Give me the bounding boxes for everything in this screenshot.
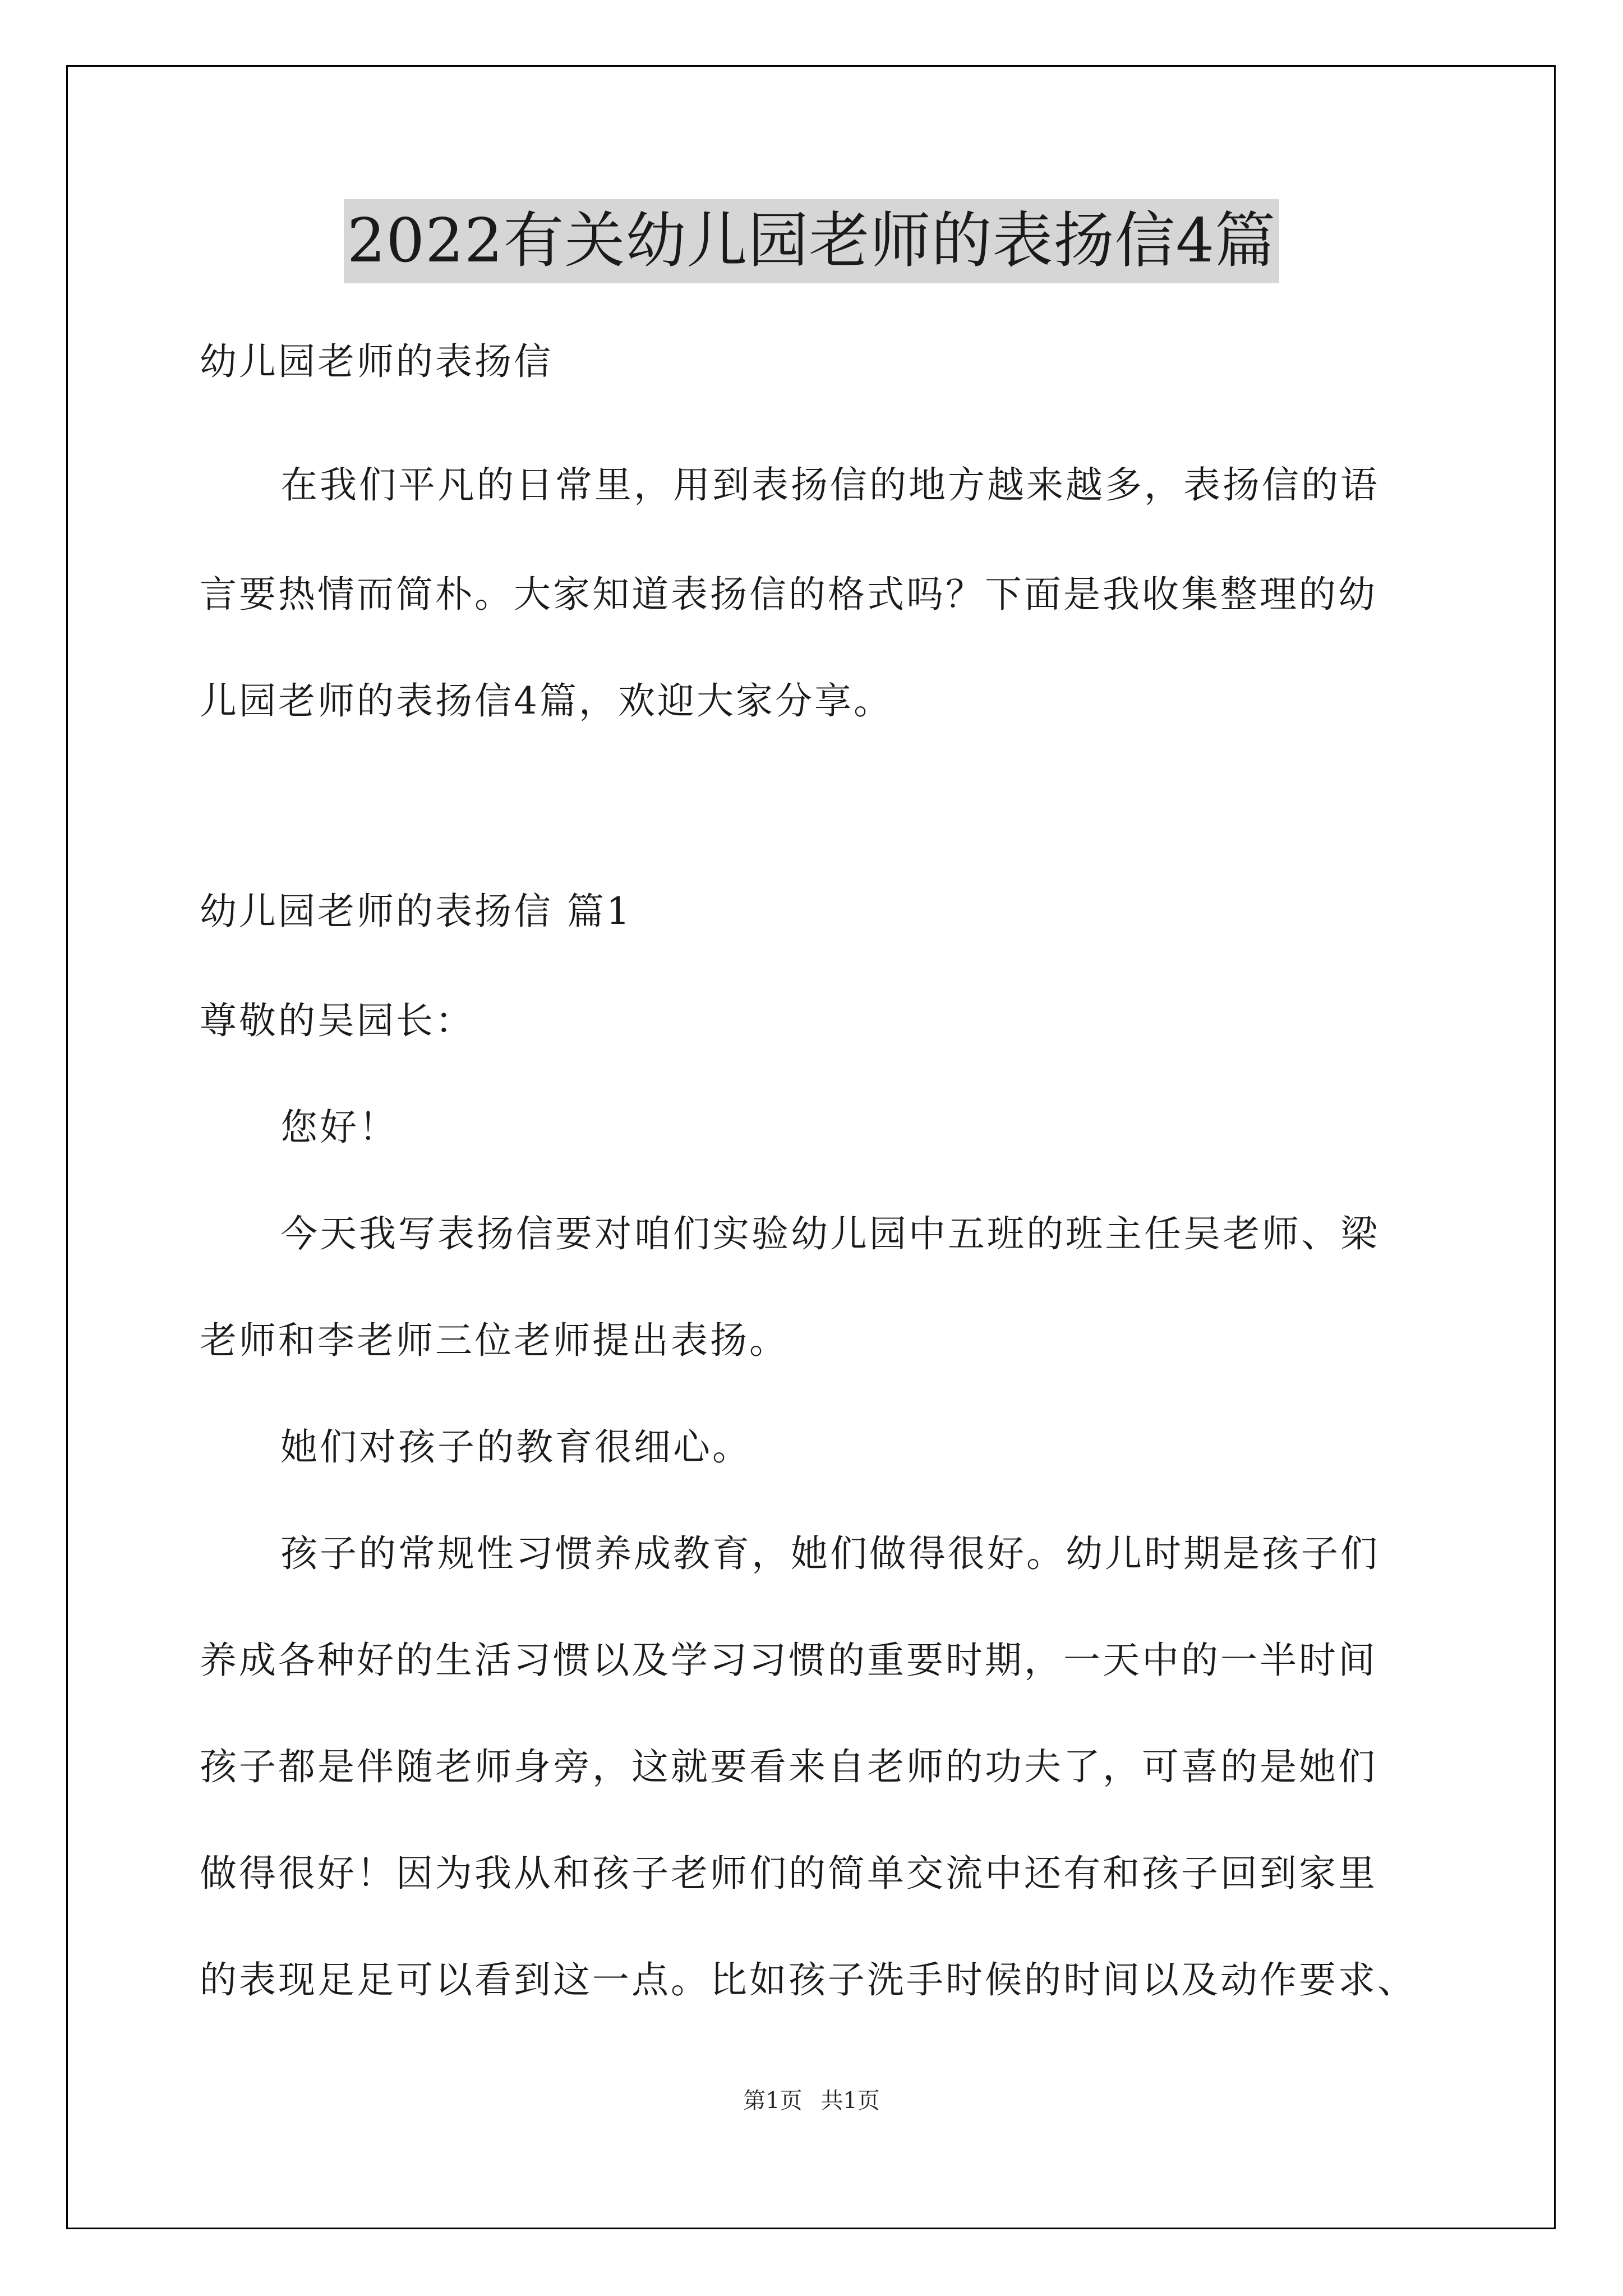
- paragraph-line: 今天我写表扬信要对咱们实验幼儿园中五班的班主任吴老师、梁: [280, 1212, 1380, 1255]
- paragraph-line: 的表现足足可以看到这一点。比如孩子洗手时候的时间以及动作要求、: [200, 1958, 1417, 2001]
- paragraph-line: 在我们平凡的日常里，用到表扬信的地方越来越多，表扬信的语: [280, 463, 1380, 507]
- paragraph-line: 养成各种好的生活习惯以及学习习惯的重要时期，一天中的一半时间: [200, 1639, 1377, 1682]
- greeting: 您好！: [280, 1106, 398, 1149]
- page-total: 共1页: [820, 2088, 880, 2114]
- page-footer: [0, 2084, 1623, 2118]
- title-wrap: [0, 199, 1623, 283]
- intro-heading: 幼儿园老师的表扬信: [200, 340, 553, 383]
- paragraph-line: 她们对孩子的教育很细心。: [280, 1425, 751, 1469]
- salutation: 尊敬的吴园长：: [200, 999, 474, 1042]
- paragraph-line: 儿园老师的表扬信4篇，欢迎大家分享。: [200, 679, 893, 723]
- document-title: 2022有关幼儿园老师的表扬信4篇: [344, 199, 1280, 283]
- section-heading: 幼儿园老师的表扬信 篇1: [200, 890, 632, 933]
- paragraph-line: 言要热情而简朴。大家知道表扬信的格式吗？下面是我收集整理的幼: [200, 573, 1377, 616]
- paragraph-line: 孩子都是伴随老师身旁，这就要看来自老师的功夫了，可喜的是她们: [200, 1745, 1377, 1788]
- paragraph-line: 做得很好！因为我从和孩子老师们的简单交流中还有和孩子回到家里: [200, 1852, 1377, 1895]
- paragraph-line: 孩子的常规性习惯养成教育，她们做得很好。幼儿时期是孩子们: [280, 1532, 1380, 1575]
- page-number: 第1页: [743, 2088, 803, 2114]
- paragraph-line: 老师和李老师三位老师提出表扬。: [200, 1319, 789, 1362]
